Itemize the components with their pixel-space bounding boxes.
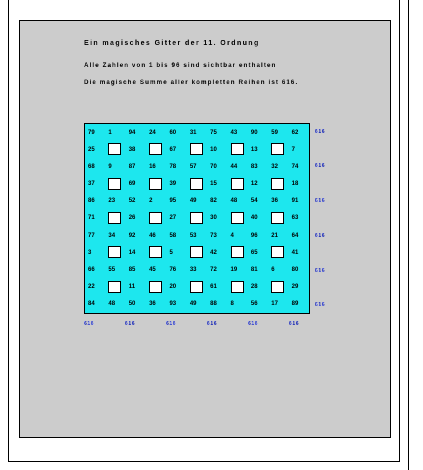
number-cell: 79	[88, 129, 95, 136]
number-cell: 14	[128, 249, 136, 256]
row-sum-label: 616	[315, 232, 326, 239]
number-cell: 27	[169, 215, 177, 222]
column-sum-label: 616	[248, 321, 259, 327]
number-cell: 68	[88, 163, 95, 170]
number-cell: 56	[250, 301, 258, 308]
number-cell: 2	[149, 198, 153, 205]
number-cell: 26	[128, 215, 136, 222]
number-cell: 31	[189, 129, 197, 136]
number-cell: 55	[108, 267, 116, 274]
number-cell: 54	[250, 198, 258, 205]
number-cell: 95	[169, 198, 177, 205]
column-sum-label: 616	[207, 321, 218, 327]
number-cell: 90	[250, 129, 258, 136]
row-sum-label: 616	[315, 163, 326, 170]
blank-cell[interactable]	[228, 244, 248, 261]
puzzle-title: Ein magisches Gitter der 11. Ordnung	[84, 40, 260, 47]
blank-cell[interactable]	[268, 141, 288, 158]
number-cell: 37	[88, 181, 95, 188]
number-cell: 18	[291, 181, 299, 188]
number-cell: 36	[271, 198, 278, 205]
blank-cell[interactable]	[146, 244, 166, 261]
blank-cell[interactable]	[268, 210, 288, 227]
number-cell: 48	[230, 198, 238, 205]
number-cell: 60	[169, 129, 177, 136]
number-cell: 33	[189, 267, 197, 274]
number-cell: 10	[210, 146, 217, 153]
divider-line	[408, 0, 409, 470]
number-cell: 61	[210, 284, 217, 291]
number-cell: 16	[149, 163, 156, 170]
number-cell: 92	[128, 232, 136, 239]
blank-cell[interactable]	[105, 176, 125, 193]
number-cell: 52	[128, 198, 136, 205]
number-cell: 22	[88, 284, 95, 291]
number-cell: 65	[250, 249, 258, 256]
row-sum-label: 616	[315, 128, 326, 135]
blank-cell[interactable]	[228, 279, 248, 296]
number-cell: 1	[108, 129, 112, 136]
number-cell: 57	[189, 163, 197, 170]
number-cell: 72	[210, 267, 217, 274]
blank-cell[interactable]	[228, 176, 248, 193]
number-cell: 88	[210, 301, 217, 308]
number-cell: 77	[88, 232, 95, 239]
number-cell: 36	[149, 301, 156, 308]
number-cell: 75	[210, 129, 217, 136]
number-cell: 19	[230, 267, 238, 274]
number-cell: 29	[291, 284, 299, 291]
blank-cell[interactable]	[268, 244, 288, 261]
number-cell: 43	[230, 129, 238, 136]
column-sum-label: 616	[289, 321, 300, 327]
number-cell: 25	[88, 146, 95, 153]
blank-cell[interactable]	[187, 244, 207, 261]
number-cell: 42	[210, 249, 217, 256]
number-cell: 84	[88, 301, 95, 308]
number-cell: 20	[169, 284, 177, 291]
number-cell: 9	[108, 163, 112, 170]
number-cell: 78	[169, 163, 177, 170]
blank-cell[interactable]	[105, 141, 125, 158]
number-cell: 49	[189, 198, 197, 205]
number-cell: 24	[149, 129, 156, 136]
blank-cell[interactable]	[105, 210, 125, 227]
number-cell: 80	[291, 267, 299, 274]
column-sum-label: 616	[166, 321, 177, 327]
column-sum-label: 616	[125, 321, 136, 327]
number-cell: 44	[230, 163, 238, 170]
blank-cell[interactable]	[146, 176, 166, 193]
number-cell: 5	[169, 249, 173, 256]
number-cell: 8	[230, 301, 234, 308]
number-cell: 66	[88, 267, 95, 274]
number-cell: 12	[250, 181, 258, 188]
description-line-1: Alle Zahlen von 1 bis 96 sind sichtbar enthalten	[84, 62, 277, 69]
description-line-2: Die magische Summe aller kompletten Reihen ist 616.	[84, 79, 299, 86]
blank-cell[interactable]	[105, 279, 125, 296]
row-sum-label: 616	[315, 302, 326, 309]
number-cell: 81	[250, 267, 258, 274]
magic-grid	[84, 123, 310, 314]
blank-cell[interactable]	[268, 176, 288, 193]
number-cell: 39	[169, 181, 177, 188]
number-cell: 7	[291, 146, 295, 153]
number-cell: 71	[88, 215, 95, 222]
number-cell: 70	[210, 163, 217, 170]
number-cell: 48	[108, 301, 116, 308]
blank-cell[interactable]	[146, 279, 166, 296]
blank-cell[interactable]	[268, 279, 288, 296]
blank-cell[interactable]	[187, 279, 207, 296]
blank-cell[interactable]	[228, 210, 248, 227]
number-cell: 6	[271, 267, 275, 274]
number-cell: 49	[189, 301, 197, 308]
number-cell: 50	[128, 301, 136, 308]
number-cell: 15	[210, 181, 217, 188]
number-cell: 62	[291, 129, 299, 136]
number-cell: 58	[169, 232, 177, 239]
row-sum-label: 616	[315, 267, 326, 274]
number-cell: 87	[128, 163, 136, 170]
number-cell: 45	[149, 267, 156, 274]
number-cell: 64	[291, 232, 299, 239]
number-cell: 76	[169, 267, 177, 274]
number-cell: 82	[210, 198, 217, 205]
number-cell: 32	[271, 163, 278, 170]
blank-cell[interactable]	[228, 141, 248, 158]
number-cell: 30	[210, 215, 217, 222]
number-cell: 21	[271, 232, 278, 239]
number-cell: 83	[250, 163, 258, 170]
number-cell: 67	[169, 146, 177, 153]
number-cell: 73	[210, 232, 217, 239]
number-cell: 13	[250, 146, 258, 153]
number-cell: 46	[149, 232, 156, 239]
number-cell: 11	[128, 284, 136, 291]
blank-cell[interactable]	[187, 141, 207, 158]
blank-cell[interactable]	[105, 244, 125, 261]
row-sum-label: 616	[315, 198, 326, 205]
number-cell: 38	[128, 146, 136, 153]
number-cell: 59	[271, 129, 278, 136]
number-cell: 69	[128, 181, 136, 188]
number-cell: 34	[108, 232, 116, 239]
number-cell: 89	[291, 301, 299, 308]
number-cell: 93	[169, 301, 177, 308]
number-cell: 23	[108, 198, 116, 205]
blank-cell[interactable]	[187, 176, 207, 193]
number-cell: 17	[271, 301, 278, 308]
number-cell: 94	[128, 129, 136, 136]
blank-cell[interactable]	[146, 210, 166, 227]
number-cell: 63	[291, 215, 299, 222]
number-cell: 85	[128, 267, 136, 274]
number-cell: 91	[291, 198, 299, 205]
number-cell: 41	[291, 249, 299, 256]
number-cell: 86	[88, 198, 95, 205]
number-cell: 53	[189, 232, 197, 239]
number-cell: 96	[250, 232, 258, 239]
number-cell: 4	[230, 232, 234, 239]
number-cell: 74	[291, 163, 299, 170]
number-cell: 40	[250, 215, 258, 222]
number-cell: 28	[250, 284, 258, 291]
column-sum-label: 616	[84, 321, 95, 327]
blank-cell[interactable]	[146, 141, 166, 158]
number-cell: 3	[88, 249, 92, 256]
blank-cell[interactable]	[187, 210, 207, 227]
